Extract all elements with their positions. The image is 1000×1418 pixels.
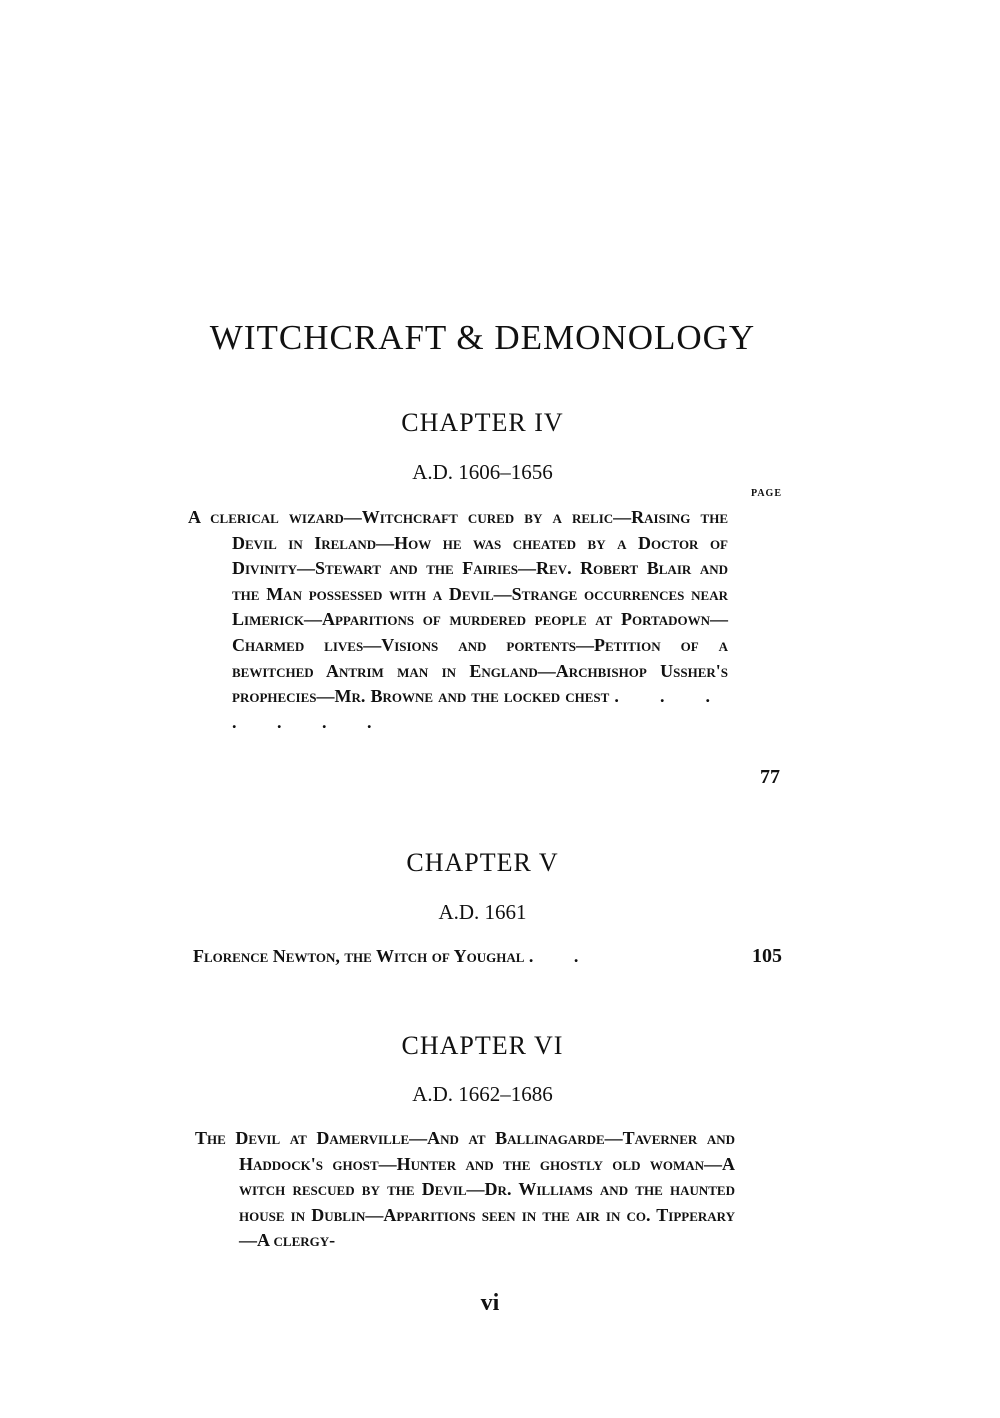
chapter-v-summary (193, 944, 753, 970)
chapter-v-page: 105 (752, 945, 782, 967)
dot-leader: . . (528, 946, 597, 966)
chapter-v-date: A.D. 1661 (438, 900, 527, 924)
chapter-iv-title: CHAPTER IV (401, 408, 564, 437)
chapter-v-title: CHAPTER V (406, 848, 559, 877)
chapter-v-summary-text: Florence Newton, the Witch of Youghal (193, 946, 525, 966)
dot-leader: . . . . . . . (232, 686, 728, 732)
chapter-vi-summary-text: The Devil at Damerville—And at Ballinagarde—Taverner and Haddock's ghost—Hunter and the ghostly old woman—A witch rescued by the Devil—Dr. Williams and the haunted house in Dublin—Apparitions seen in the air in co. Tipperary—A clergy- (195, 1128, 735, 1251)
page-column-label: PAGE (750, 488, 782, 499)
folio: vi (480, 1290, 500, 1316)
chapter-iv-summary-text: A clerical wizard—Witchcraft cured by a relic—Raising the Devil in Ireland—How he was cheated by a Doctor of Divinity—Stewart and the Fairies—Rev. Robert Blair and the Man possessed with a Devil—Strange occurrences near Limerick—Apparitions of murdered people at Portadown—Charmed lives—Visions and portents—Petition of a bewitched Antrim man in England—Archbishop Ussher's prophecies—Mr. Browne and the locked chest (188, 507, 728, 707)
chapter-iv-summary (188, 505, 728, 735)
chapter-vi-date: A.D. 1662–1686 (412, 1082, 553, 1106)
chapter-iv-page: 77 (760, 766, 780, 788)
running-head: WITCHCRAFT & DEMONOLOGY (209, 318, 756, 357)
chapter-vi-title: CHAPTER VI (401, 1031, 564, 1060)
chapter-iv-date: A.D. 1606–1656 (412, 460, 553, 484)
chapter-vi-summary (195, 1126, 735, 1254)
